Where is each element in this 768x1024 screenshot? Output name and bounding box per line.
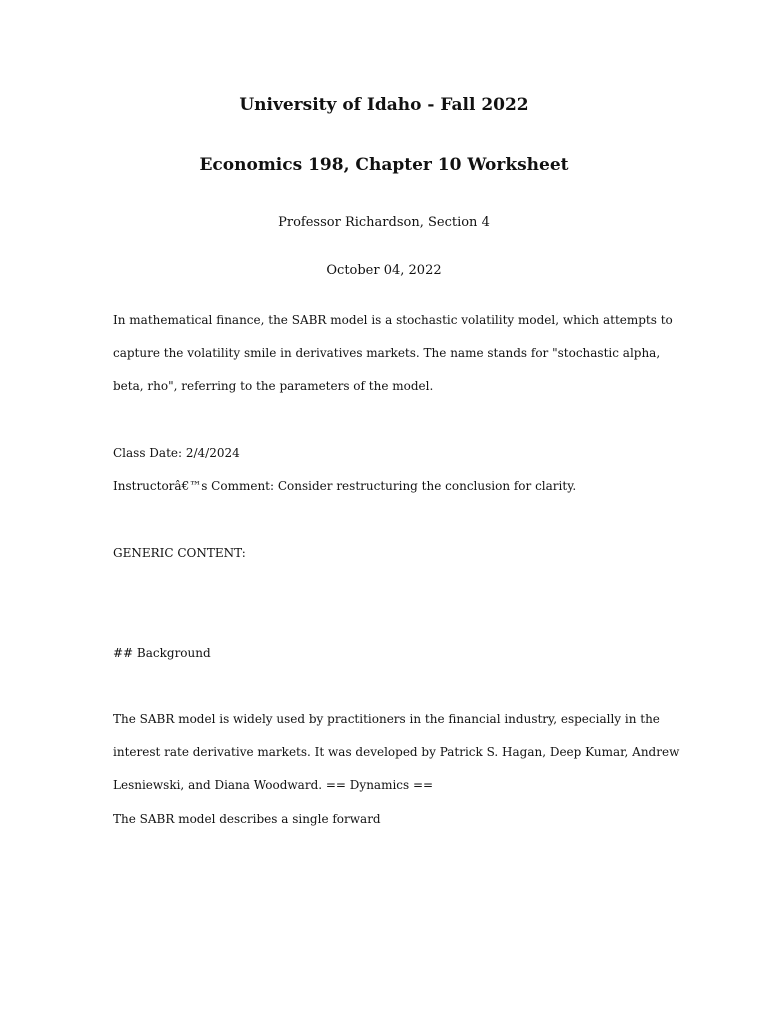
intro-line: capture the volatility smile in derivatives markets. The name stands for "stochastic alpha,: [113, 346, 661, 360]
intro-line: In mathematical finance, the SABR model is a stochastic volatility model, which attempts to: [113, 313, 673, 327]
background-heading: ## Background: [113, 646, 211, 660]
background-line: The SABR model describes a single forward: [113, 812, 381, 826]
date-line: October 04, 2022: [326, 263, 442, 278]
instructor-comment: Instructorâ€™s Comment: Consider restructuring the conclusion for clarity.: [113, 479, 577, 493]
class-date: Class Date: 2/4/2024: [113, 446, 240, 460]
background-line: interest rate derivative markets. It was developed by Patrick S. Hagan, Deep Kumar, Andrew: [113, 745, 680, 759]
generic-content-label: GENERIC CONTENT:: [113, 546, 246, 560]
document-title: University of Idaho - Fall 2022: [239, 95, 529, 115]
intro-line: beta, rho", referring to the parameters of the model.: [113, 379, 434, 393]
background-line: Lesniewski, and Diana Woodward. == Dynamics ==: [113, 778, 434, 792]
worksheet-title: Economics 198, Chapter 10 Worksheet: [199, 155, 569, 175]
background-line: The SABR model is widely used by practitioners in the financial industry, especially in the: [113, 712, 660, 726]
professor-line: Professor Richardson, Section 4: [278, 215, 490, 230]
